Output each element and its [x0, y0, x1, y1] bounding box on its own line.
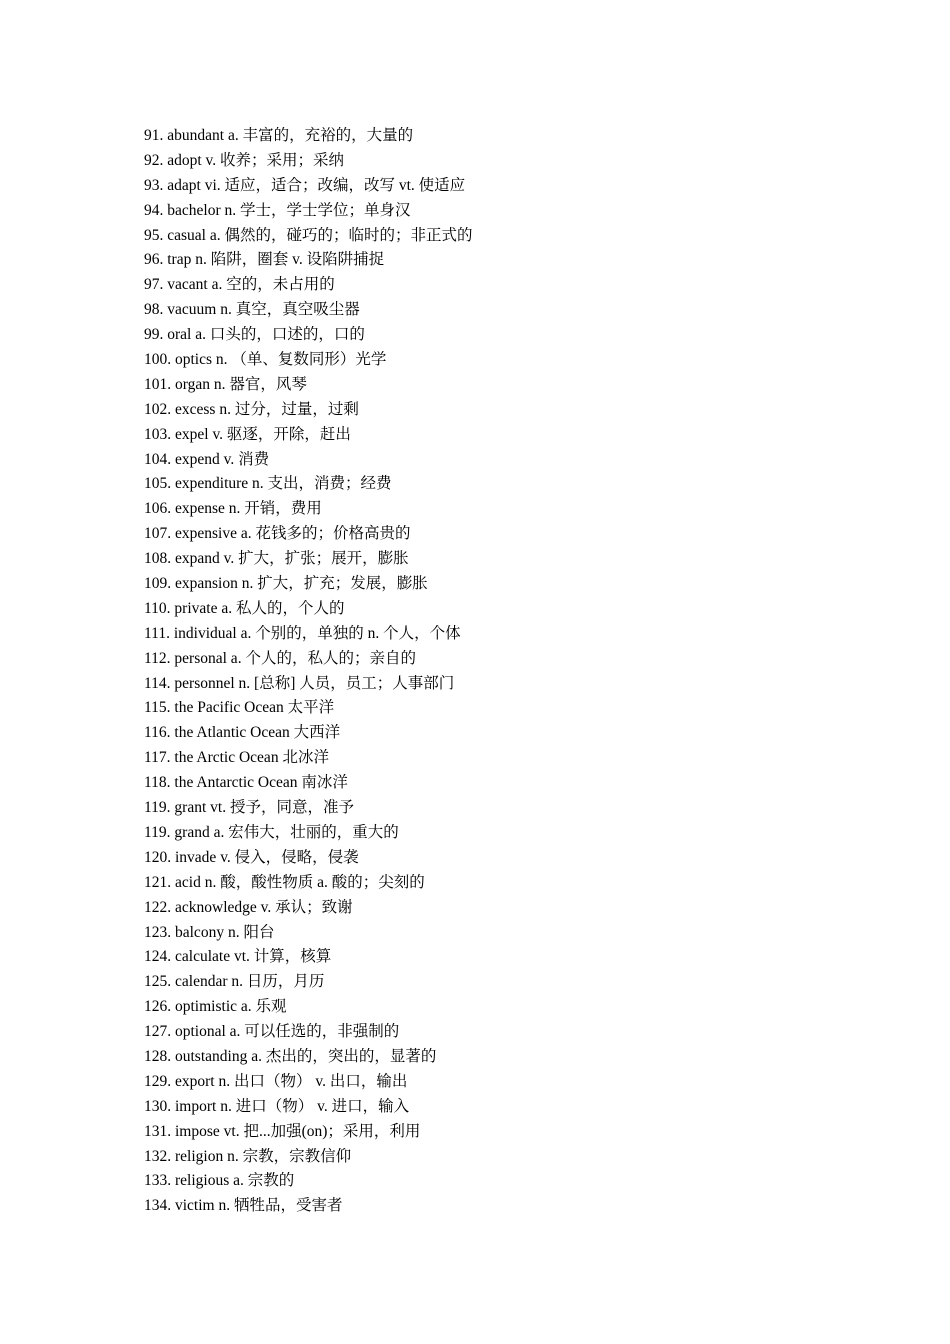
- vocab-entry: 124. calculate vt. 计算，核算: [144, 948, 332, 966]
- vocab-entry: 118. the Antarctic Ocean 南冰洋: [144, 774, 348, 792]
- vocab-entry: 94. bachelor n. 学士，学士学位；单身汉: [144, 201, 411, 219]
- vocab-entry: 131. impose vt. 把...加强(on)；采用，利用: [144, 1122, 421, 1140]
- vocab-entry: 115. the Pacific Ocean 太平洋: [144, 699, 335, 717]
- vocab-entry: 99. oral a. 口头的，口述的，口的: [144, 326, 365, 344]
- vocab-entry: 116. the Atlantic Ocean 大西洋: [144, 724, 341, 742]
- vocab-entry: 92. adopt v. 收养；采用；采纳: [144, 151, 345, 169]
- vocab-entry: 130. import n. 进口（物） v. 进口，输入: [144, 1097, 410, 1115]
- vocab-entry: 95. casual a. 偶然的，碰巧的；临时的；非正式的: [144, 226, 473, 244]
- vocab-entry: 119. grant vt. 授予，同意，准予: [144, 799, 354, 817]
- vocab-entry: 93. adapt vi. 适应，适合；改编，改写 vt. 使适应: [144, 176, 466, 194]
- vocab-entry: 125. calendar n. 日历，月历: [144, 973, 325, 991]
- vocab-entry: 106. expense n. 开销，费用: [144, 500, 322, 518]
- vocab-entry: 110. private a. 私人的，个人的: [144, 599, 345, 617]
- vocab-entry: 96. trap n. 陷阱，圈套 v. 设陷阱捕捉: [144, 251, 385, 269]
- vocab-entry: 104. expend v. 消费: [144, 450, 270, 468]
- vocab-entry: 120. invade v. 侵入，侵略，侵袭: [144, 848, 359, 866]
- vocab-entry: 98. vacuum n. 真空，真空吸尘器: [144, 301, 360, 319]
- vocab-entry: 121. acid n. 酸，酸性物质 a. 酸的；尖刻的: [144, 873, 425, 891]
- vocab-entry: 102. excess n. 过分，过量，过剩: [144, 400, 359, 418]
- vocab-entry: 109. expansion n. 扩大，扩充；发展，膨胀: [144, 575, 428, 593]
- vocab-entry: 114. personnel n. [总称] 人员，员工；人事部门: [144, 674, 455, 692]
- vocabulary-list: [144, 124, 472, 1219]
- vocab-entry: 123. balcony n. 阳台: [144, 923, 275, 941]
- vocab-entry: 127. optional a. 可以任选的，非强制的: [144, 1023, 400, 1041]
- vocab-entry: 91. abundant a. 丰富的，充裕的，大量的: [144, 127, 414, 144]
- vocab-entry: 105. expenditure n. 支出，消费；经费: [144, 475, 392, 493]
- vocab-entry: 111. individual a. 个别的，单独的 n. 个人，个体: [144, 624, 461, 642]
- vocab-entry: 133. religious a. 宗教的: [144, 1172, 295, 1190]
- vocab-entry: 101. organ n. 器官，风琴: [144, 375, 307, 393]
- vocab-entry: 100. optics n. （单、复数同形）光学: [144, 351, 387, 369]
- vocab-entry: 128. outstanding a. 杰出的，突出的，显著的: [144, 1047, 437, 1065]
- vocab-entry: 126. optimistic a. 乐观: [144, 998, 287, 1016]
- vocab-entry: 129. export n. 出口（物） v. 出口，输出: [144, 1072, 408, 1090]
- vocab-entry: 107. expensive a. 花钱多的；价格高贵的: [144, 525, 411, 543]
- vocab-entry: 132. religion n. 宗教，宗教信仰: [144, 1147, 352, 1165]
- vocab-entry: 119. grand a. 宏伟大，壮丽的，重大的: [144, 823, 399, 841]
- vocab-entry: 117. the Arctic Ocean 北冰洋: [144, 749, 329, 767]
- vocab-entry: 122. acknowledge v. 承认；致谢: [144, 898, 353, 916]
- vocab-entry: 112. personal a. 个人的，私人的；亲自的: [144, 649, 416, 667]
- vocab-entry: 134. victim n. 牺牲品，受害者: [144, 1197, 343, 1215]
- vocab-entry: 103. expel v. 驱逐，开除，赶出: [144, 425, 351, 443]
- vocab-entry: 108. expand v. 扩大，扩张；展开，膨胀: [144, 550, 409, 568]
- vocab-entry: 97. vacant a. 空的，未占用的: [144, 276, 335, 294]
